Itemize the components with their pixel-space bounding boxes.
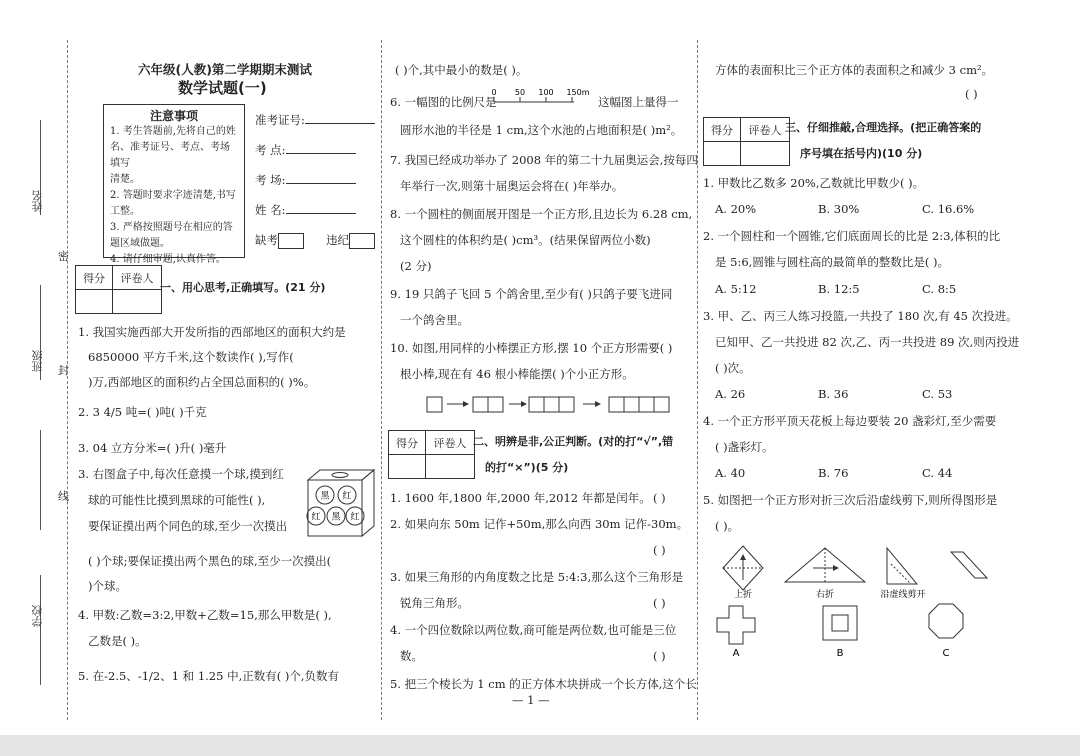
question-line: 根小棒,现在有 46 根小棒能摆( )个小正方形。	[400, 367, 634, 381]
class-label: 班级	[31, 350, 44, 372]
notice-item: 4. 请仔细审题,认真作答。	[110, 254, 226, 265]
question-line: ( )次。	[715, 361, 751, 375]
binding-rule	[40, 575, 41, 685]
section-heading: 序号填在括号内)(10 分)	[800, 147, 923, 160]
ball-label: 黑	[320, 491, 330, 502]
answer-paren[interactable]: ( )	[653, 543, 666, 557]
question-line: 1. 甲数比乙数多 20%,乙数就比甲数少( )。	[703, 176, 925, 190]
exam-site-field[interactable]	[255, 142, 356, 158]
answer-paren[interactable]: ( )	[965, 87, 978, 101]
notice-item: 3. 严格按照题号在相应的答	[110, 222, 233, 233]
scale-tick: 150m	[566, 88, 590, 97]
notice-item: 1. 考生答题前,先将自己的姓	[110, 126, 236, 137]
question-line: 3. 甲、乙、丙三人练习投篮,一共投了 180 次,有 45 次投进。	[703, 309, 1018, 323]
fold-label: 上折	[733, 590, 753, 600]
question-line: ( )个,其中最小的数是( )。	[395, 63, 528, 77]
question-line: 1. 我国实施西部大开发所指的西部地区的面积大约是	[78, 325, 346, 339]
notice-item: 名、准考证号、考点、考场填写	[110, 142, 230, 169]
question-line: 数。	[400, 649, 423, 663]
exam-room-label: 考 场:	[255, 173, 286, 187]
question-line: 7. 我国已经成功举办了 2008 年的第二十九届奥运会,按每四	[390, 153, 698, 167]
exam-number-label: 准考证号:	[255, 113, 305, 127]
question-line: 2. 3 4/5 吨=( )吨( )千克	[78, 405, 207, 419]
question-line: )万,西部地区的面积约占全国总面积的( )%。	[88, 375, 316, 389]
score-cell[interactable]	[389, 455, 426, 479]
question-line: 球的可能性比摸到黑球的可能性( ),	[88, 493, 266, 507]
absent-label: 缺考	[255, 233, 278, 247]
violation-field[interactable]	[326, 232, 375, 249]
choice-option[interactable]: C. 44	[922, 466, 953, 480]
question-line: ( )盏彩灯。	[715, 440, 774, 454]
seal-mark: 密	[58, 250, 69, 263]
question-line: 5. 如图把一个正方形对折三次后沿虚线剪下,则所得图形是	[703, 493, 998, 507]
folding-figure	[705, 540, 1005, 660]
question-line: 圆形水池的半径是 1 cm,这个水池的占地面积是( )m²。	[400, 123, 683, 137]
student-name-label: 姓 名:	[255, 203, 286, 217]
answer-paren[interactable]: ( )	[653, 649, 666, 663]
question-line: 这幅图上量得一	[598, 95, 679, 109]
question-line: 1. 1600 年,1800 年,2000 年,2012 年都是闰年。	[390, 491, 651, 505]
section-heading: 二、明辨是非,公正判断。(对的打“√”,错	[473, 435, 674, 448]
question-line: 年举行一次,则第十届奥运会将在( )年举办。	[400, 179, 624, 193]
question-line: 已知甲、乙一共投进 82 次,乙、丙一共投进 89 次,则丙投进	[715, 335, 1020, 349]
score-label: 得分	[704, 118, 741, 142]
question-line: 锐角三角形。	[400, 596, 469, 610]
notice-item: 2. 答题时要求字迹清楚,书写	[110, 190, 236, 201]
exam-title: 六年级(人教)第二学期期末测试	[138, 62, 312, 77]
seal-mark: 封	[58, 364, 69, 377]
absent-field[interactable]	[255, 232, 304, 249]
choice-option[interactable]: A. 20%	[715, 202, 757, 216]
fold-label: 右折	[815, 590, 835, 600]
scale-tick: 50	[514, 88, 526, 97]
choice-option[interactable]: C. 8:5	[922, 282, 957, 296]
option-label: B	[836, 648, 844, 659]
question-line: 是 5:6,圆锥与圆柱高的最简单的整数比是( )。	[715, 255, 949, 269]
scale-tick: 0	[491, 88, 497, 97]
choice-option[interactable]: C. 53	[922, 387, 953, 401]
choice-option[interactable]: B. 36	[818, 387, 849, 401]
ball-label: 红	[350, 512, 360, 523]
grader-label: 评卷人	[741, 118, 790, 142]
question-line: (2 分)	[400, 259, 432, 273]
question-line: 10. 如图,用同样的小棒摆正方形,摆 10 个正方形需要( )	[390, 341, 673, 355]
choice-option[interactable]: B. 30%	[818, 202, 860, 216]
question-line: 要保证摸出两个同色的球,至少一次摸出	[88, 519, 288, 533]
question-line: 2. 一个圆柱和一个圆锥,它们底面周长的比是 2:3,体积的比	[703, 229, 1001, 243]
question-line: 3. 04 立方分米=( )升( )毫升	[78, 441, 227, 455]
cut-line	[67, 40, 68, 720]
option-label: C	[942, 648, 950, 659]
answer-paren[interactable]: ( )	[653, 491, 666, 505]
scale-tick: 100	[538, 88, 554, 97]
question-line: 4. 一个正方形平顶天花板上每边要装 20 盏彩灯,至少需要	[703, 414, 997, 428]
notice-title: 注意事项	[149, 109, 198, 123]
student-name-field[interactable]	[255, 202, 356, 218]
question-line: 3. 如果三角形的内角度数之比是 5:4:3,那么这个三角形是	[390, 570, 684, 584]
option-label: A	[732, 648, 740, 659]
question-line: ( )。	[715, 519, 740, 533]
ball-label: 黑	[331, 512, 341, 523]
choice-option[interactable]: C. 16.6%	[922, 202, 975, 216]
question-line: 5. 在-2.5、-1/2、1 和 1.25 中,正数有( )个,负数有	[78, 669, 340, 683]
question-line: 3. 右图盒子中,每次任意摸一个球,摸到红	[78, 467, 284, 481]
choice-option[interactable]: A. 26	[715, 387, 746, 401]
question-line: 乙数是( )。	[88, 634, 147, 648]
notice-box	[103, 104, 245, 265]
notice-item: 工整。	[110, 206, 140, 217]
page-number: — 1 —	[512, 693, 550, 707]
score-cell[interactable]	[76, 290, 113, 314]
exam-number-field[interactable]	[255, 112, 375, 128]
violation-label: 违纪	[326, 233, 349, 247]
question-line: 4. 一个四位数除以两位数,商可能是两位数,也可能是三位	[390, 623, 677, 637]
choice-option[interactable]: B. 12:5	[818, 282, 860, 296]
school-label: 学校	[31, 605, 44, 627]
grader-cell[interactable]	[741, 142, 790, 166]
matchstick-squares-figure	[425, 393, 675, 417]
question-line: 9. 19 只鸽子飞回 5 个鸽舍里,至少有( )只鸽子要飞进同	[390, 287, 673, 301]
column-divider	[697, 40, 698, 720]
exam-room-field[interactable]	[255, 172, 356, 188]
question-line: 方体的表面积比三个正方体的表面积之和减少 3 cm²。	[715, 63, 994, 77]
name-label: 姓名	[31, 190, 44, 212]
ball-label: 红	[311, 512, 321, 523]
score-label: 得分	[389, 431, 426, 455]
question-line: 2. 如果向东 50m 记作+50m,那么向西 30m 记作-30m。	[390, 517, 689, 531]
question-line: )个球。	[88, 579, 127, 593]
fold-label: 沿虚线剪开	[880, 590, 926, 600]
ball-box-figure	[302, 466, 378, 542]
notice-item: 清楚。	[110, 174, 140, 185]
exam-subtitle: 数学试题(一)	[178, 79, 267, 97]
seal-mark: 线	[58, 490, 69, 503]
question-line: 4. 甲数:乙数=3:2,甲数+乙数=15,那么甲数是( ),	[78, 608, 332, 622]
bottom-strip	[0, 735, 1080, 756]
choice-option[interactable]: A. 40	[715, 466, 746, 480]
choice-option[interactable]: A. 5:12	[715, 282, 757, 296]
choice-option[interactable]: B. 76	[818, 466, 849, 480]
grader-cell[interactable]	[426, 455, 475, 479]
score-cell[interactable]	[704, 142, 741, 166]
notice-item: 题区域做题。	[110, 238, 170, 249]
question-line: 一个鸽舍里。	[400, 313, 469, 327]
grader-label: 评卷人	[113, 266, 162, 290]
column-divider	[381, 40, 382, 720]
grader-cell[interactable]	[113, 290, 162, 314]
score-box	[703, 117, 790, 166]
question-line: 这个圆柱的体积约是( )cm³。(结果保留两位小数)	[400, 233, 651, 247]
score-box	[75, 265, 162, 314]
ball-label: 红	[342, 491, 352, 502]
question-line: 6850000 平方千米,这个数读作( ),写作(	[88, 350, 294, 364]
score-label: 得分	[76, 266, 113, 290]
section-heading: 三、仔细推敲,合理选择。(把正确答案的	[785, 121, 982, 134]
question-line: 6. 一幅图的比例尺是	[390, 95, 497, 109]
question-line: 8. 一个圆柱的侧面展开图是一个正方形,且边长为 6.28 cm,	[390, 207, 693, 221]
exam-site-label: 考 点:	[255, 143, 286, 157]
question-line: 5. 把三个棱长为 1 cm 的正方体木块拼成一个长方体,这个长	[390, 677, 697, 691]
grader-label: 评卷人	[426, 431, 475, 455]
question-line: ( )个球;要保证摸出两个黑色的球,至少一次摸出(	[88, 554, 332, 568]
binding-rule	[40, 430, 41, 530]
score-box	[388, 430, 475, 479]
section-heading: 一、用心思考,正确填写。(21 分)	[160, 281, 326, 294]
answer-paren[interactable]: ( )	[653, 596, 666, 610]
scale-bar-figure	[488, 86, 594, 108]
section-heading: 的打“×”)(5 分)	[485, 461, 569, 474]
